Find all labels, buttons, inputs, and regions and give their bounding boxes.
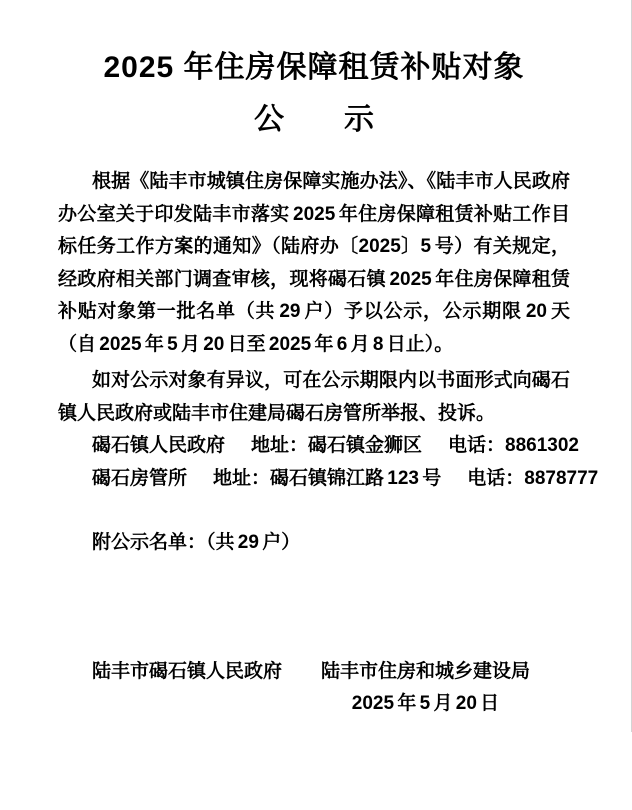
signature-right-column [321,656,530,721]
document-title-line2: 公 示 [254,103,374,136]
contact-phone: 电话：8861302 [448,435,579,456]
contact-address: 地址：碣石镇锦江路 123 号 [213,467,442,489]
contact-org: 碣石镇人民政府 [92,435,226,456]
signature-left-org: 陆丰市碣石镇人民政府 [92,660,283,682]
contact-line-housing-office [58,463,599,496]
contact-phone: 电话：8878777 [467,467,599,489]
signature-block [58,656,570,721]
attachment-note: 附公示名单：（共 29 户） [92,532,301,553]
contact-org: 碣石房管所 [92,467,188,489]
body-paragraph-basis: 根据《陆丰市城镇住房保障实施办法》、《陆丰市人民政府办公室关于印发陆丰市落实 2025 年住房保障租赁补贴工作目标任务工作方案的通知》（陆府办〔2025〕5 号）有关规定，经政府相关部门调查审核，现将碣石镇 2025 年住房保障租赁补贴对象第一批名单（共 29 户）予以公示，公示期限 20 天（自 2025 年 5 月 20 日至 2025 年 6 月 8 日止）。 [58,171,570,355]
signature-date: 2025 年 5 月 20 日 [351,693,500,714]
contact-line-town-government [58,430,579,463]
document-title-line1: 2025 年住房保障租赁补贴对象 [103,51,525,84]
contact-address: 地址：碣石镇金狮区 [251,435,423,456]
body-paragraph-objection: 如对公示对象有异议，可在公示期限内以书面形式向碣石镇人民政府或陆丰市住建局碣石房管所举报、投诉。 [58,370,570,424]
signature-right-org: 陆丰市住房和城乡建设局 [320,660,530,682]
